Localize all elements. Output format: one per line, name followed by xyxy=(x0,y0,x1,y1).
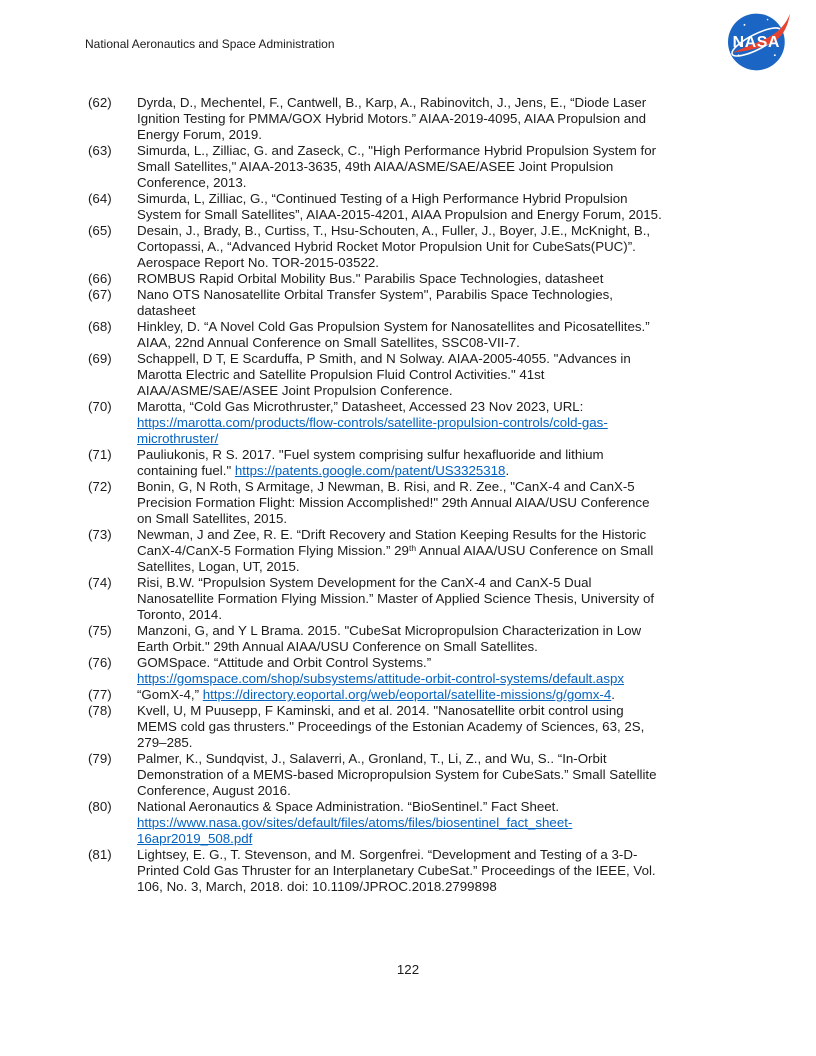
reference-text xyxy=(137,751,737,799)
references-list xyxy=(88,95,748,895)
reference-text-run: . xyxy=(505,463,510,478)
reference-number: (76) xyxy=(88,655,112,670)
reference-item xyxy=(88,703,748,751)
reference-number: (66) xyxy=(88,271,112,286)
reference-text xyxy=(137,95,737,143)
reference-number: (80) xyxy=(88,799,112,814)
reference-text-run: Annual AIAA/USU Conference on Small Satellites, Logan, UT, 2015. xyxy=(137,543,654,574)
reference-item xyxy=(88,319,748,351)
header-agency-name: National Aeronautics and Space Administration xyxy=(85,37,335,51)
reference-text xyxy=(137,287,737,319)
reference-text xyxy=(137,399,737,447)
reference-text xyxy=(137,447,737,479)
reference-item xyxy=(88,847,748,895)
reference-text xyxy=(137,143,737,191)
reference-text-run: Marotta, “Cold Gas Microthruster,” Datasheet, Accessed 23 Nov 2023, URL: xyxy=(137,399,584,414)
reference-item xyxy=(88,799,748,847)
reference-text-run: Nano OTS Nanosatellite Orbital Transfer System", Parabilis Space Technologies, datasheet xyxy=(137,287,613,318)
ordinal-superscript: th xyxy=(408,543,417,553)
reference-link[interactable]: https://directory.eoportal.org/web/eoportal/satellite-missions/g/gomx-4 xyxy=(202,687,612,702)
reference-text-run: Pauliukonis, R S. 2017. "Fuel system comprising sulfur hexafluoride and lithium containing fuel." xyxy=(137,447,604,478)
reference-item xyxy=(88,687,748,703)
reference-number: (71) xyxy=(88,447,112,462)
reference-text xyxy=(137,703,737,751)
reference-number: (63) xyxy=(88,143,112,158)
reference-text-run: Risi, B.W. “Propulsion System Development for the CanX-4 and CanX-5 Dual Nanosatellite Formation Flying Mission.” Master of Applied Science Thesis, University of Toronto, 2014. xyxy=(137,575,655,622)
reference-item xyxy=(88,351,748,399)
reference-item xyxy=(88,399,748,447)
reference-text xyxy=(137,575,737,623)
reference-text xyxy=(137,223,737,271)
reference-text-run: . xyxy=(611,687,615,702)
reference-item xyxy=(88,223,748,271)
reference-link[interactable]: https://www.nasa.gov/sites/default/files/atoms/files/biosentinel_fact_sheet- 16apr2019_508.pdf xyxy=(137,815,573,846)
reference-text-run: Manzoni, G, and Y L Brama. 2015. "CubeSat Micropropulsion Characterization in Low Earth Orbit." 29th Annual AIAA/USU Conference on Small Satellites. xyxy=(137,623,642,654)
reference-text xyxy=(137,479,737,527)
reference-item xyxy=(88,447,748,479)
reference-number: (70) xyxy=(88,399,112,414)
logo-star-icon xyxy=(767,19,769,21)
reference-text-run: Hinkley, D. “A Novel Cold Gas Propulsion System for Nanosatellites and Picosatellites.” AIAA, 22nd Annual Conference on Small Satellites, SSC08-VII-7. xyxy=(137,319,650,350)
reference-item xyxy=(88,271,748,287)
reference-number: (72) xyxy=(88,479,112,494)
reference-item xyxy=(88,623,748,655)
reference-text xyxy=(137,271,737,287)
reference-text-run: Newman, J and Zee, R. E. “Drift Recovery and Station Keeping Results for the Historic CanX-4/CanX-5 Formation Flying Mission.” 29 xyxy=(137,527,647,558)
reference-number: (79) xyxy=(88,751,112,766)
reference-text xyxy=(137,799,737,847)
reference-item xyxy=(88,751,748,799)
reference-text xyxy=(137,351,737,399)
reference-item xyxy=(88,143,748,191)
reference-text xyxy=(137,191,737,223)
reference-text xyxy=(137,623,737,655)
reference-item xyxy=(88,527,748,575)
reference-number: (75) xyxy=(88,623,112,638)
reference-text-run: National Aeronautics & Space Administration. “BioSentinel.” Fact Sheet. xyxy=(137,799,560,814)
reference-text-run: “GomX-4,” xyxy=(137,687,203,702)
reference-number: (81) xyxy=(88,847,112,862)
reference-item xyxy=(88,655,748,687)
page-number: 122 xyxy=(396,962,420,977)
reference-number: (73) xyxy=(88,527,112,542)
reference-text-run: Kvell, U, M Puusepp, F Kaminski, and et al. 2014. "Nanosatellite orbit control using MEMS cold gas thrusters." Proceedings of the Estonian Academy of Sciences, 63, 2S, 279–285. xyxy=(137,703,645,750)
reference-text xyxy=(137,527,737,575)
reference-number: (68) xyxy=(88,319,112,334)
reference-text-run: Lightsey, E. G., T. Stevenson, and M. Sorgenfrei. “Development and Testing of a 3-D- Printed Cold Gas Thruster for an Interplanetary CubeSat.” Proceedings of the IEEE, Vol. 106, No. 3, March, 2018. doi: 10.1109/JPROC.2018.2799898 xyxy=(137,847,656,894)
reference-text xyxy=(137,847,737,895)
reference-text-run: Bonin, G, N Roth, S Armitage, J Newman, B. Risi, and R. Zee., "CanX-4 and CanX-5 Precision Formation Flight: Mission Accomplished!" 29th Annual AIAA/USU Conference on Small Satellites, 2015. xyxy=(137,479,650,526)
reference-number: (74) xyxy=(88,575,112,590)
reference-number: (62) xyxy=(88,95,112,110)
reference-item xyxy=(88,575,748,623)
reference-item xyxy=(88,95,748,143)
logo-star-icon xyxy=(744,24,746,26)
reference-text xyxy=(137,687,737,703)
reference-item xyxy=(88,479,748,527)
reference-text xyxy=(137,319,737,351)
reference-link[interactable]: https://gomspace.com/shop/subsystems/attitude-orbit-control-systems/default.aspx xyxy=(137,671,625,686)
reference-text-run: Simurda, L, Zilliac, G., “Continued Testing of a High Performance Hybrid Propulsion System for Small Satellites”, AIAA-2015-4201, AIAA Propulsion and Energy Forum, 2015. xyxy=(137,191,662,222)
logo-star-icon xyxy=(774,54,776,56)
reference-link[interactable]: https://marotta.com/products/flow-controls/satellite-propulsion-controls/cold-gas- microthruster/ xyxy=(137,415,608,446)
reference-text-run: Palmer, K., Sundqvist, J., Salaverri, A., Gronland, T., Li, Z., and Wu, S.. “In-Orbit Demonstration of a MEMS-based Micropropulsion System for CubeSats.” Small Satellite Conference, August 2016. xyxy=(137,751,657,798)
reference-text-run: Desain, J., Brady, B., Curtiss, T., Hsu-Schouten, A., Fuller, J., Boyer, J.E., McKnight, B., Cortopassi, A., “Advanced Hybrid Rocket Motor Propulsion Unit for CubeSats(PUC)”. Aerospace Report No. TOR-2015-03522. xyxy=(137,223,651,270)
reference-text xyxy=(137,655,737,687)
reference-item xyxy=(88,191,748,223)
reference-text-run: Simurda, L., Zilliac, G. and Zaseck, C., "High Performance Hybrid Propulsion System for Small Satellites," AIAA-2013-3635, 49th AIAA/ASME/SAE/ASEE Joint Propulsion Conference, 2013. xyxy=(137,143,657,190)
reference-number: (64) xyxy=(88,191,112,206)
reference-text-run: Dyrda, D., Mechentel, F., Cantwell, B., Karp, A., Rabinovitch, J., Jens, E., “Diode Laser Ignition Testing for PMMA/GOX Hybrid Motors.” AIAA-2019-4095, AIAA Propulsion and Energy Forum, 2019. xyxy=(137,95,647,142)
reference-number: (65) xyxy=(88,223,112,238)
reference-link[interactable]: https://patents.google.com/patent/US3325318 xyxy=(234,463,506,478)
reference-number: (78) xyxy=(88,703,112,718)
reference-text-run: Schappell, D T, E Scarduffa, P Smith, and N Solway. AIAA-2005-4055. "Advances in Marotta Electric and Satellite Propulsion Fluid Control Activities." 41st AIAA/ASME/SAE/ASEE Joint Propulsion Conference. xyxy=(137,351,631,398)
reference-number: (69) xyxy=(88,351,112,366)
reference-item xyxy=(88,287,748,319)
reference-number: (77) xyxy=(88,687,112,702)
reference-text-run: GOMSpace. “Attitude and Orbit Control Systems.” xyxy=(137,655,432,670)
nasa-logo-icon xyxy=(726,9,792,71)
page-footer xyxy=(0,962,816,978)
reference-number: (67) xyxy=(88,287,112,302)
reference-text-run: ROMBUS Rapid Orbital Mobility Bus." Parabilis Space Technologies, datasheet xyxy=(137,271,604,286)
logo-wordmark: NASA xyxy=(732,34,781,52)
